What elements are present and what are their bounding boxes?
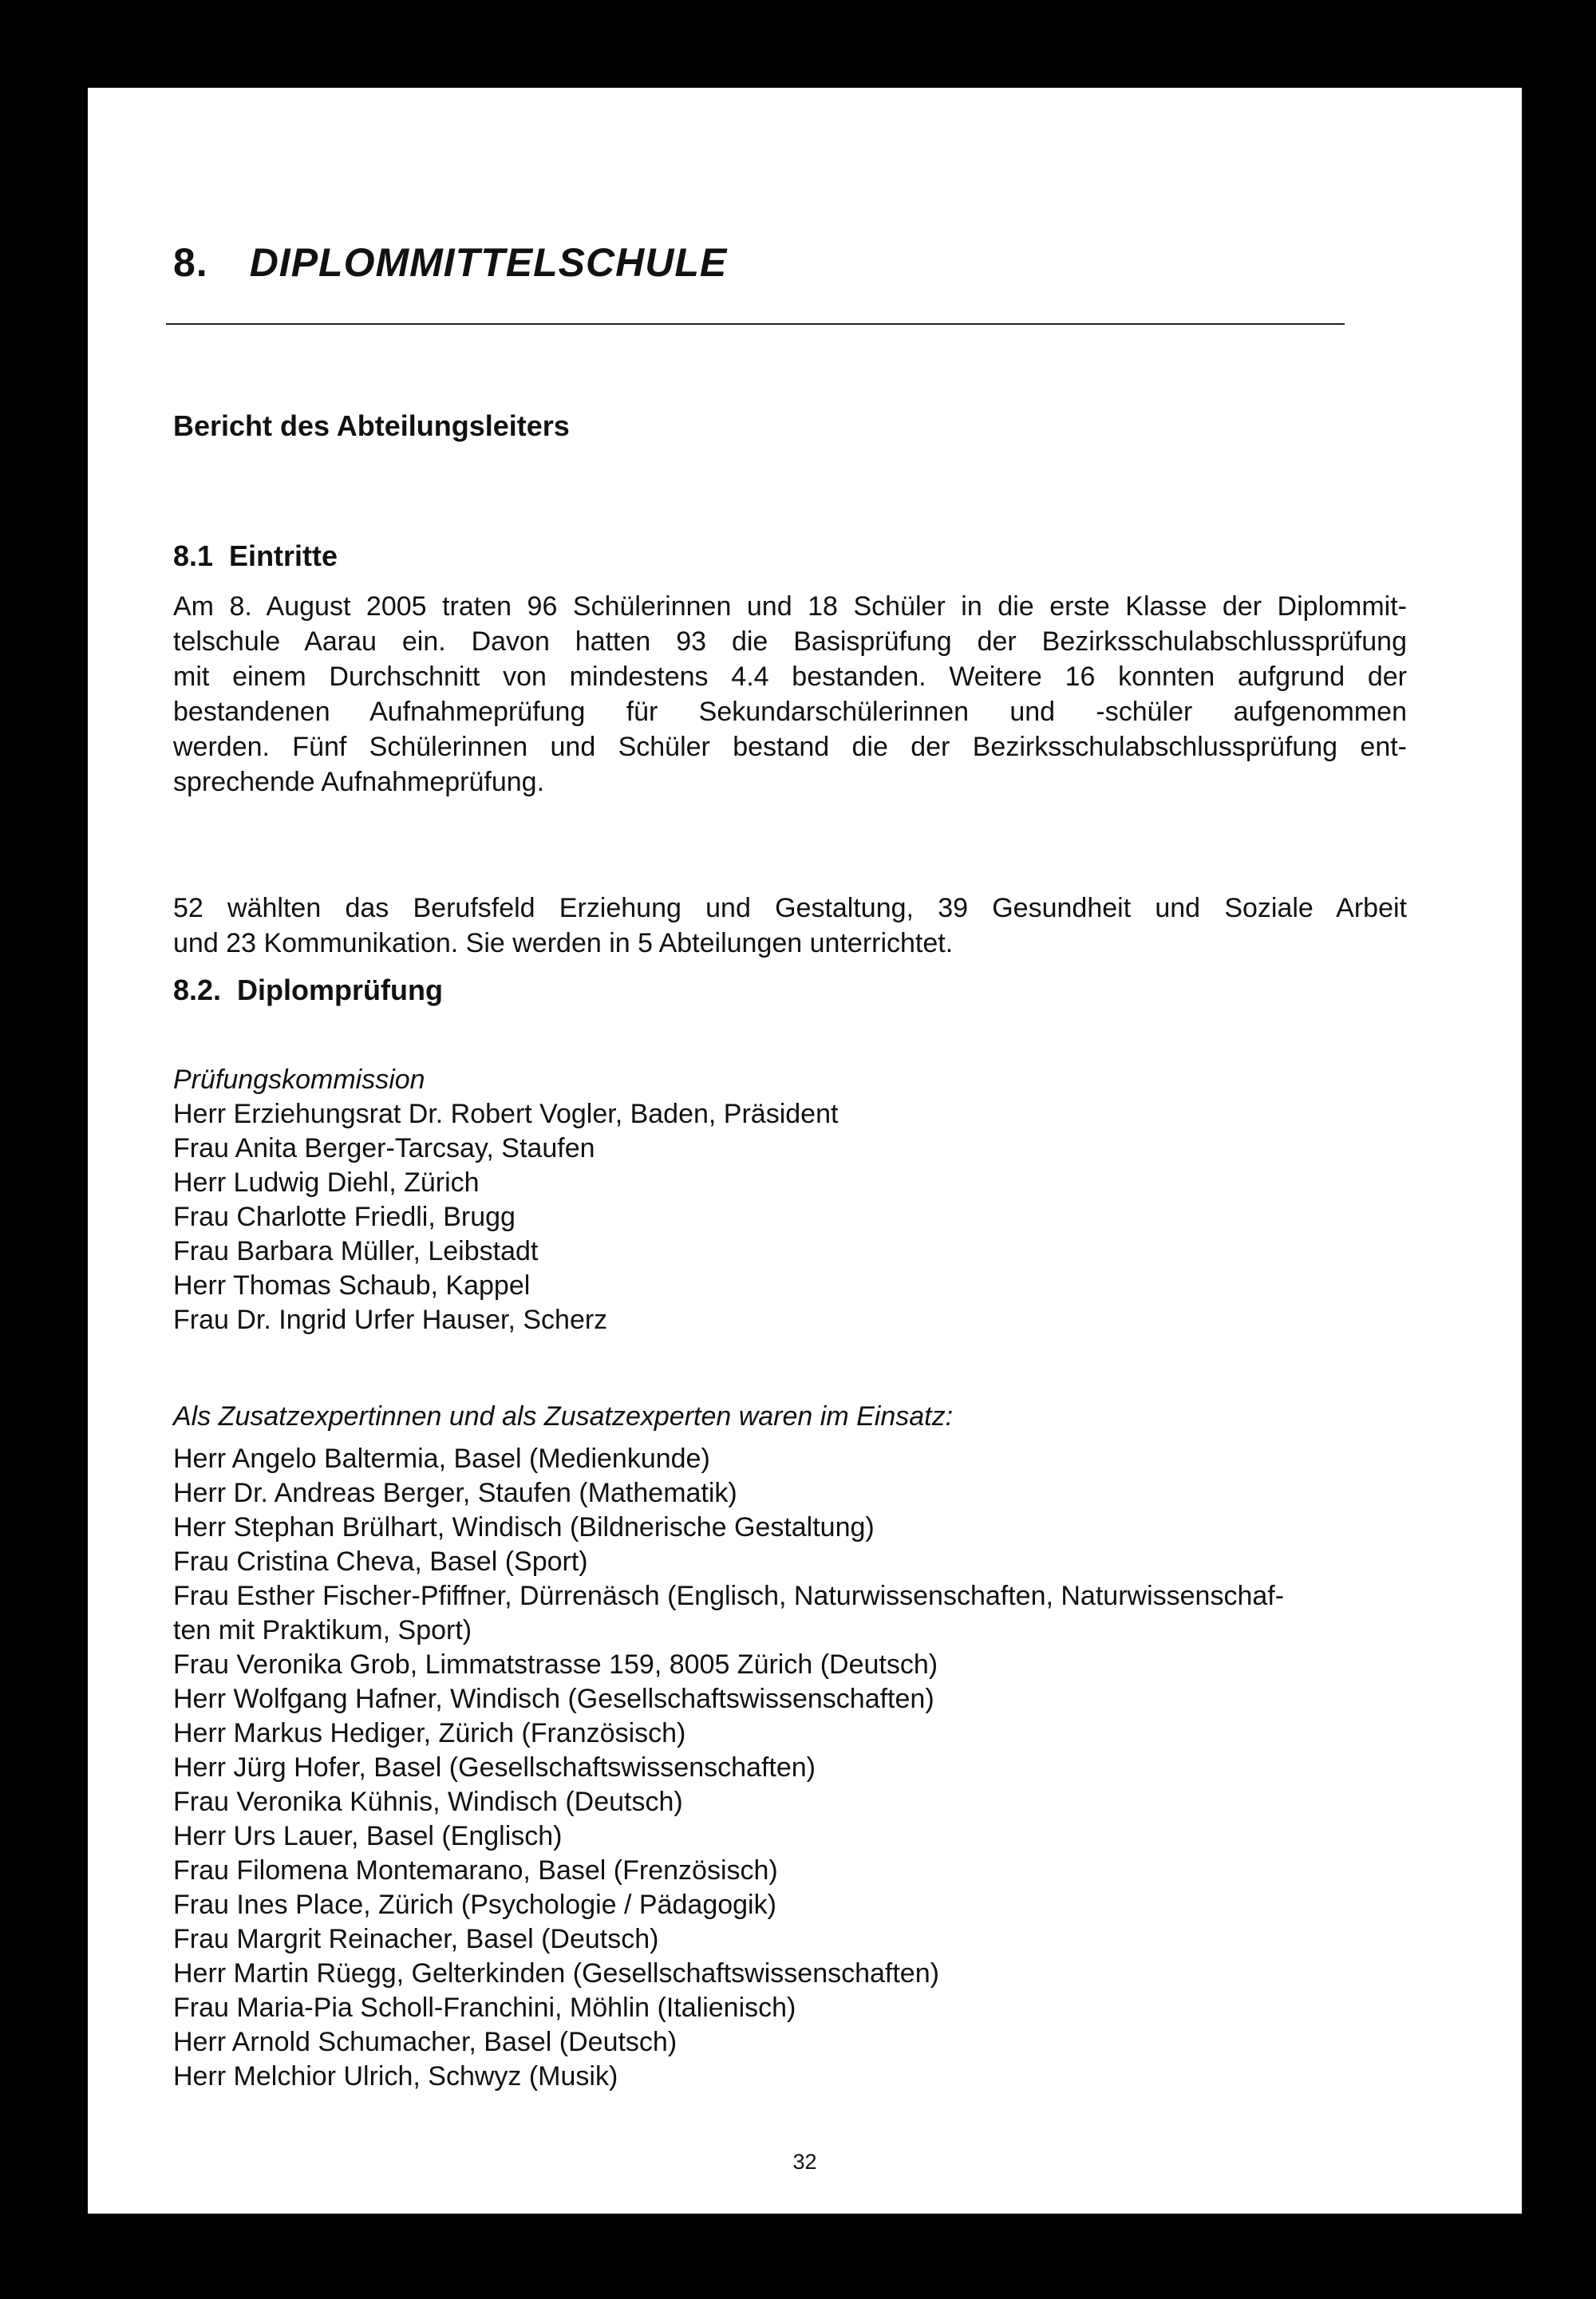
expert-entry: Herr Angelo Baltermia, Basel (Medienkunde) <box>173 1444 710 1474</box>
expert-entry: Herr Stephan Brülhart, Windisch (Bildnerische Gestaltung) <box>173 1512 875 1543</box>
commission-member: Frau Charlotte Friedli, Brugg <box>173 1202 516 1232</box>
expert-entry: Frau Esther Fischer-Pfiffner, Dürrenäsch (Englisch, Naturwissenschaften, Naturwissenschaf- <box>173 1581 1285 1611</box>
expert-entry: Frau Maria-Pia Scholl-Franchini, Möhlin (Italienisch) <box>173 1993 796 2023</box>
paragraph-line: bestandenen Aufnahmeprüfung für Sekundarschülerinnen und -schüler aufgenommen <box>173 697 1407 727</box>
commission-member: Herr Thomas Schaub, Kappel <box>173 1270 531 1301</box>
expert-entry: Herr Melchior Ulrich, Schwyz (Musik) <box>173 2061 618 2092</box>
commission-member: Frau Barbara Müller, Leibstadt <box>173 1236 539 1266</box>
section-8-1-paragraph-1 <box>173 589 1407 800</box>
chapter-name: DIPLOMMITTELSCHULE <box>249 240 728 285</box>
commission-member: Herr Ludwig Diehl, Zürich <box>173 1167 480 1198</box>
paragraph-line: und 23 Kommunikation. Sie werden in 5 Abteilungen unterrichtet. <box>173 928 954 958</box>
title-divider <box>166 323 1345 325</box>
document-page <box>88 88 1522 2214</box>
expert-entry: Herr Martin Rüegg, Gelterkinden (Gesellschaftswissenschaften) <box>173 1958 939 1989</box>
expert-entry: Frau Cristina Cheva, Basel (Sport) <box>173 1546 588 1577</box>
paragraph-line: 52 wählten das Berufsfeld Erziehung und Gestaltung, 39 Gesundheit und Soziale Arbeit <box>173 893 1407 923</box>
expert-entry: Herr Dr. Andreas Berger, Staufen (Mathematik) <box>173 1478 737 1508</box>
report-heading: Bericht des Abteilungsleiters <box>173 409 570 442</box>
expert-entry: Herr Markus Hediger, Zürich (Französisch) <box>173 1718 686 1748</box>
chapter-number: 8. <box>173 240 208 285</box>
commission-list <box>173 1097 838 1337</box>
expert-entry: Frau Margrit Reinacher, Basel (Deutsch) <box>173 1924 659 1954</box>
expert-entry: Frau Filomena Montemarano, Basel (Frenzösisch) <box>173 1855 778 1886</box>
section-8-1-paragraph-2 <box>173 891 1407 961</box>
commission-member: Frau Anita Berger-Tarcsay, Staufen <box>173 1133 595 1163</box>
expert-entry: Herr Wolfgang Hafner, Windisch (Gesellschaftswissenschaften) <box>173 1684 934 1714</box>
paragraph-line: telschule Aarau ein. Davon hatten 93 die Basisprüfung der Bezirksschulabschlussprüfung <box>173 626 1407 657</box>
expert-entry: Frau Veronika Kühnis, Windisch (Deutsch) <box>173 1787 683 1817</box>
section-8-2-heading: 8.2. Diplomprüfung <box>173 974 443 1006</box>
expert-entry: ten mit Praktikum, Sport) <box>173 1615 472 1645</box>
expert-entry: Herr Jürg Hofer, Basel (Gesellschaftswissenschaften) <box>173 1752 816 1783</box>
paragraph-line: sprechende Aufnahmeprüfung. <box>173 767 545 797</box>
experts-label: Als Zusatzexpertinnen und als Zusatzexperten waren im Einsatz: <box>173 1401 954 1432</box>
commission-member: Frau Dr. Ingrid Urfer Hauser, Scherz <box>173 1305 608 1335</box>
paragraph-line: mit einem Durchschnitt von mindestens 4.4 bestanden. Weitere 16 konnten aufgrund der <box>173 662 1407 692</box>
page-number: 32 <box>792 2150 817 2174</box>
commission-label: Prüfungskommission <box>173 1065 425 1095</box>
expert-entry: Herr Arnold Schumacher, Basel (Deutsch) <box>173 2027 678 2057</box>
paragraph-line: Am 8. August 2005 traten 96 Schülerinnen und 18 Schüler in die erste Klasse der Diplommit- <box>173 591 1407 622</box>
expert-entry: Frau Veronika Grob, Limmatstrasse 159, 8005 Zürich (Deutsch) <box>173 1649 938 1680</box>
expert-entry: Herr Urs Lauer, Basel (Englisch) <box>173 1821 563 1851</box>
section-8-1-heading: 8.1 Eintritte <box>173 539 338 572</box>
commission-member: Herr Erziehungsrat Dr. Robert Vogler, Baden, Präsident <box>173 1099 839 1129</box>
expert-entry: Frau Ines Place, Zürich (Psychologie / Pädagogik) <box>173 1890 776 1920</box>
experts-list <box>173 1442 1284 2094</box>
chapter-title <box>173 239 727 286</box>
paragraph-line: werden. Fünf Schülerinnen und Schüler bestand die der Bezirksschulabschlussprüfung ent- <box>173 732 1407 762</box>
